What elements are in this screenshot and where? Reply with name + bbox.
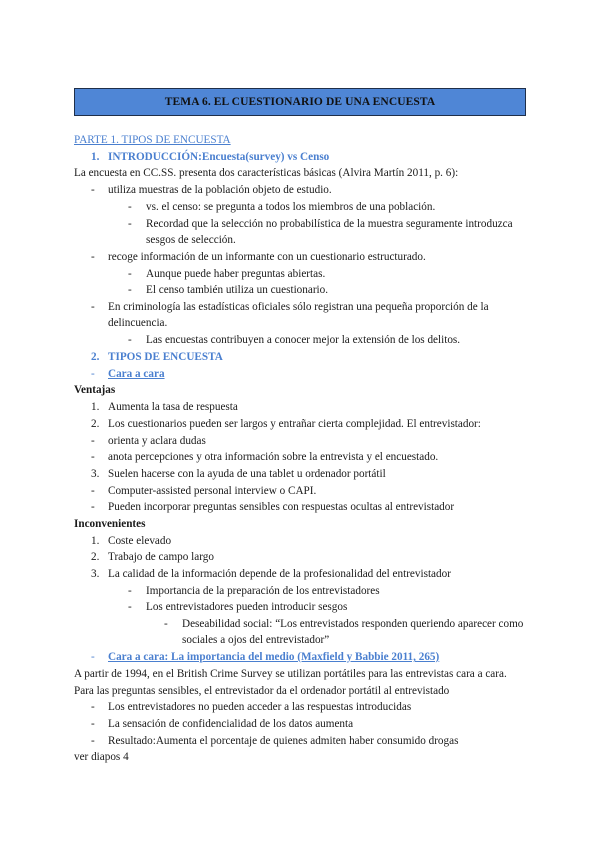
list-item-continuation: sesgos de selección. xyxy=(146,234,236,246)
bullet-dash: - xyxy=(91,501,95,513)
bullet-dash: - xyxy=(91,184,95,196)
list-item: La sensación de confidencialidad de los datos aumenta xyxy=(108,718,354,730)
section-heading: TIPOS DE ENCUESTA xyxy=(108,351,223,363)
list-item: Las encuestas contribuyen a conocer mejor la extensión de los delitos. xyxy=(146,334,461,346)
list-item: En criminología las estadísticas oficiales sólo registran una pequeña proporción de la xyxy=(108,301,489,313)
list-item: anota percepciones y otra información sobre la entrevista y el encuestado. xyxy=(108,451,439,463)
bullet-dash: - xyxy=(91,651,95,663)
bullet-dash: - xyxy=(164,618,168,630)
list-item: Coste elevado xyxy=(108,535,172,547)
bullet-dash: - xyxy=(91,735,95,747)
list-number: 2. xyxy=(91,551,100,563)
paragraph: La encuesta en CC.SS. presenta dos características básicas (Alvira Martín 2011, p. 6): xyxy=(74,167,459,179)
list-item: La calidad de la información depende de la profesionalidad del entrevistador xyxy=(108,568,451,580)
list-item: Importancia de la preparación de los entrevistadores xyxy=(146,585,380,597)
bullet-dash: - xyxy=(128,201,132,213)
list-item: Los entrevistadores no pueden acceder a las respuestas introducidas xyxy=(108,701,412,713)
paragraph: ver diapos 4 xyxy=(74,751,129,763)
list-item: Aumenta la tasa de respuesta xyxy=(108,401,238,413)
list-item: Deseabilidad social: “Los entrevistados responden queriendo aparecer como xyxy=(182,618,524,630)
bullet-dash: - xyxy=(91,435,95,447)
bullet-dash: - xyxy=(128,585,132,597)
bullet-dash: - xyxy=(128,218,132,230)
part-heading: PARTE 1. TIPOS DE ENCUESTA xyxy=(74,134,231,146)
list-item: recoge información de un informante con un cuestionario estructurado. xyxy=(108,251,426,263)
list-item: Los cuestionarios pueden ser largos y entrañar cierta complejidad. El entrevistador: xyxy=(108,418,481,430)
subsection-heading: Cara a cara: La importancia del medio (Maxfield y Babbie 2011, 265) xyxy=(108,651,440,663)
bullet-dash: - xyxy=(91,368,95,380)
section-heading: INTRODUCCIÓN:Encuesta(survey) vs Censo xyxy=(108,151,330,163)
bullet-dash: - xyxy=(91,485,95,497)
label-heading: Inconvenientes xyxy=(74,518,146,530)
list-item: vs. el censo: se pregunta a todos los miembros de una población. xyxy=(146,201,436,213)
list-item: Resultado:Aumenta el porcentaje de quienes admiten haber consumido drogas xyxy=(108,735,459,747)
list-item: Los entrevistadores pueden introducir sesgos xyxy=(146,601,348,613)
bullet-dash: - xyxy=(128,601,132,613)
list-item: Computer-assisted personal interview o CAPI. xyxy=(108,485,317,497)
paragraph: A partir de 1994, en el British Crime Survey se utilizan portátiles para las entrevistas cara a cara. xyxy=(74,668,507,680)
bullet-dash: - xyxy=(128,334,132,346)
subsection-heading: Cara a cara xyxy=(108,368,165,380)
paragraph: Para las preguntas sensibles, el entrevistador da el ordenador portátil al entrevistado xyxy=(74,685,450,697)
list-item: Pueden incorporar preguntas sensibles con respuestas ocultas al entrevistador xyxy=(108,501,455,513)
list-item-continuation: sociales a ojos del entrevistador” xyxy=(182,634,330,646)
list-number: 1. xyxy=(91,535,100,547)
bullet-dash: - xyxy=(91,718,95,730)
list-item: Aunque puede haber preguntas abiertas. xyxy=(146,268,326,280)
bullet-dash: - xyxy=(91,701,95,713)
list-item: orienta y aclara dudas xyxy=(108,435,206,447)
bullet-dash: - xyxy=(91,251,95,263)
list-number: 3. xyxy=(91,568,100,580)
section-number: 1. xyxy=(91,151,100,163)
bullet-dash: - xyxy=(91,301,95,313)
list-number: 1. xyxy=(91,401,100,413)
list-item: utiliza muestras de la población objeto de estudio. xyxy=(108,184,332,196)
topic-title-banner: TEMA 6. EL CUESTIONARIO DE UNA ENCUESTA xyxy=(74,88,526,116)
list-number: 3. xyxy=(91,468,100,480)
label-heading: Ventajas xyxy=(74,384,116,396)
section-number: 2. xyxy=(91,351,100,363)
bullet-dash: - xyxy=(128,284,132,296)
bullet-dash: - xyxy=(91,451,95,463)
list-item: Suelen hacerse con la ayuda de una tablet u ordenador portátil xyxy=(108,468,386,480)
list-item: El censo también utiliza un cuestionario. xyxy=(146,284,329,296)
list-item: Recordad que la selección no probabilística de la muestra seguramente introduzca xyxy=(146,218,513,230)
list-item-continuation: delincuencia. xyxy=(108,317,168,329)
list-number: 2. xyxy=(91,418,100,430)
bullet-dash: - xyxy=(128,268,132,280)
list-item: Trabajo de campo largo xyxy=(108,551,214,563)
